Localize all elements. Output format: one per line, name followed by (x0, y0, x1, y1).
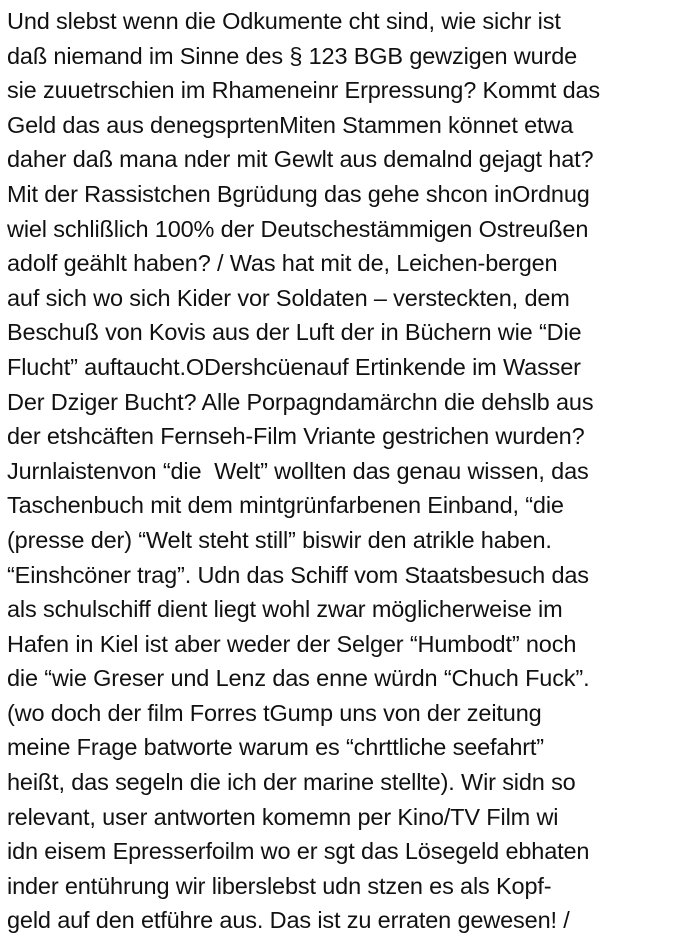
text-line-9: auf sich wo sich Kider vor Soldaten – versteckten, dem (7, 284, 570, 311)
text-line-20: die “wie Greser und Lenz das enne würdn “Chuch Fuck”. (7, 665, 590, 692)
text-line-14: Jurnlaistenvon “die Welt” wollten das genau wissen, das (7, 457, 589, 484)
text-line-13: der etshcäften Fernseh-Film Vriante gestrichen wurden? (7, 423, 585, 450)
text-line-18: als schulschiff dient liegt wohl zwar möglicherweise im (7, 596, 563, 623)
text-line-24: relevant, user antworten komemn per Kino/TV Film wi (7, 803, 559, 830)
text-line-3: sie zuuetrschien im Rhameneinr Erpressung? Kommt das (7, 77, 601, 104)
text-line-27: geld auf den etführe aus. Das ist zu erraten gewesen! / (7, 907, 570, 934)
text-line-8: adolf geählt haben? / Was hat mit de, Leichen-bergen (7, 250, 558, 277)
text-line-11: Flucht” auftaucht.ODershcüenauf Ertinkende im Wasser (7, 353, 581, 380)
text-line-25: idn eisem Epresserfoilm wo er sgt das Lösegeld ebhaten (7, 838, 590, 865)
text-line-12: Der Dziger Bucht? Alle Porpagndamärchn die dehslb aus (7, 388, 594, 415)
text-line-15: Taschenbuch mit dem mintgrünfarbenen Einband, “die (7, 492, 564, 519)
text-line-16: (presse der) “Welt steht still” biswir den atrikle haben. (7, 526, 552, 553)
text-line-22: meine Frage batworte warum es “chrttliche seefahrt” (7, 734, 544, 761)
text-line-21: (wo doch der film Forres tGump uns von der zeitung (7, 699, 542, 726)
text-line-7: wiel schlißlich 100% der Deutschestämmigen Ostreußen (7, 215, 589, 242)
text-line-2: daß niemand im Sinne des § 123 BGB gewzigen wurde (7, 42, 578, 69)
text-line-6: Mit der Rassistchen Bgrüdung das gehe shcon inOrdnug (7, 180, 590, 207)
body-text (7, 4, 683, 938)
text-line-17: “Einshcöner trag”. Udn das Schiff vom Staatsbesuch das (7, 561, 589, 588)
text-line-19: Hafen in Kiel ist aber weder der Selger “Humbodt” noch (7, 630, 577, 657)
text-line-26: inder entührung wir liberslebst udn stzen es als Kopf- (7, 872, 552, 899)
text-line-23: heißt, das segeln die ich der marine stellte). Wir sidn so (7, 769, 576, 796)
text-line-4: Geld das aus denegsprtenMiten Stammen könnet etwa (7, 111, 574, 138)
text-line-1: Und slebst wenn die Odkumente cht sind, wie sichr ist (7, 8, 561, 34)
text-line-5: daher daß mana nder mit Gewlt aus demalnd gejagt hat? (7, 146, 594, 173)
text-line-10: Beschuß von Kovis aus der Luft der in Büchern wie “Die (7, 319, 582, 346)
